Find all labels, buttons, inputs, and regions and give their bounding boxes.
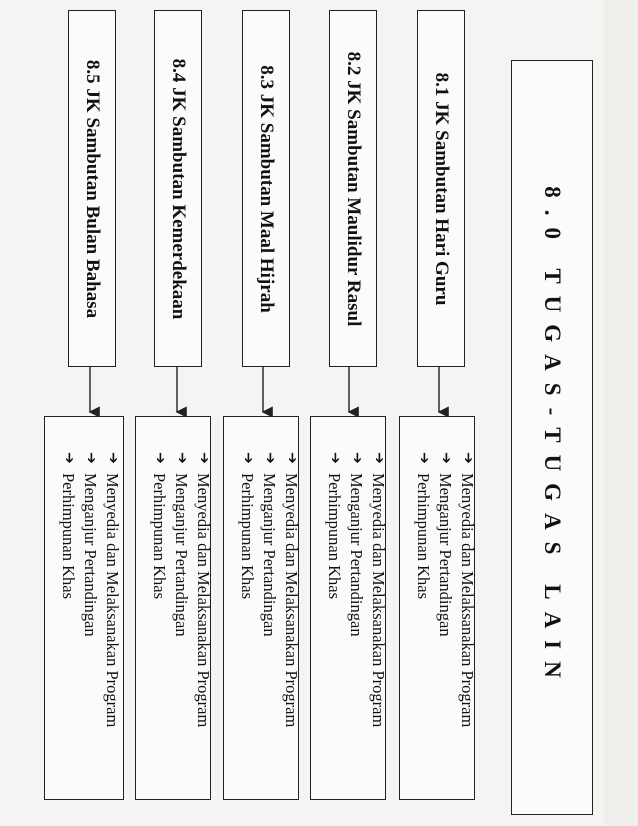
committee-heading: 8.5 JK Sambutan Bulan Bahasa bbox=[82, 59, 103, 318]
list-item: ➔ Menyedia dan Melaksanakan Program bbox=[369, 452, 388, 728]
list-item: ➔ Menyedia dan Melaksanakan Program bbox=[103, 452, 122, 728]
list-item: ➔ Menyedia dan Melaksanakan Program bbox=[194, 452, 213, 728]
list-item: ➔ Perhimpunan Khas bbox=[59, 452, 78, 600]
list-item: ➔ Menyedia dan Melaksanakan Program bbox=[282, 452, 301, 728]
list-item: ➔ Menganjur Pertandingan bbox=[436, 452, 455, 637]
task-list bbox=[148, 451, 214, 791]
arrow-bullet-icon: ➔ bbox=[371, 452, 386, 464]
arrow-bullet-icon: ➔ bbox=[152, 452, 167, 464]
task-box-2 bbox=[310, 416, 386, 800]
arrow-bullet-icon: ➔ bbox=[240, 452, 255, 464]
arrow-bullet-icon: ➔ bbox=[262, 452, 277, 464]
task-list bbox=[412, 451, 478, 791]
task-list bbox=[236, 451, 302, 791]
list-item: ➔ Perhimpunan Khas bbox=[150, 452, 169, 600]
task-box-1 bbox=[399, 416, 475, 800]
list-item: ➔ Menyedia dan Melaksanakan Program bbox=[458, 452, 477, 728]
committee-heading: 8.1 JK Sambutan Hari Guru bbox=[431, 72, 452, 305]
list-item: ➔ Menganjur Pertandingan bbox=[347, 452, 366, 637]
task-list bbox=[57, 451, 123, 791]
arrow-bullet-icon: ➔ bbox=[284, 452, 299, 464]
arrow-bullet-icon: ➔ bbox=[416, 452, 431, 464]
list-item: ➔ Perhimpunan Khas bbox=[414, 452, 433, 600]
arrow-bullet-icon: ➔ bbox=[196, 452, 211, 464]
committee-heading: 8.4 JK Sambutan Kemerdekaan bbox=[168, 58, 189, 319]
list-item: ➔ Menganjur Pertandingan bbox=[172, 452, 191, 637]
arrow-bullet-icon: ➔ bbox=[438, 452, 453, 464]
arrow-bullet-icon: ➔ bbox=[105, 452, 120, 464]
task-box-3 bbox=[223, 416, 299, 800]
committee-heading: 8.2 JK Sambutan Maulidur Rasul bbox=[343, 51, 364, 326]
task-box-4 bbox=[135, 416, 211, 800]
list-item: ➔ Perhimpunan Khas bbox=[325, 452, 344, 600]
list-item: ➔ Menganjur Pertandingan bbox=[260, 452, 279, 637]
list-item: ➔ Perhimpunan Khas bbox=[238, 452, 257, 600]
arrow-bullet-icon: ➔ bbox=[327, 452, 342, 464]
task-list bbox=[323, 451, 389, 791]
arrow-bullet-icon: ➔ bbox=[460, 452, 475, 464]
list-item: ➔ Menganjur Pertandingan bbox=[81, 452, 100, 637]
arrow-bullet-icon: ➔ bbox=[174, 452, 189, 464]
committee-heading: 8.3 JK Sambutan Maal Hijrah bbox=[256, 64, 277, 313]
arrow-bullet-icon: ➔ bbox=[349, 452, 364, 464]
page-title: 8.0 TUGAS-TUGAS LAIN bbox=[540, 185, 565, 690]
arrow-bullet-icon: ➔ bbox=[83, 452, 98, 464]
task-box-5 bbox=[44, 416, 124, 800]
arrow-bullet-icon: ➔ bbox=[61, 452, 76, 464]
